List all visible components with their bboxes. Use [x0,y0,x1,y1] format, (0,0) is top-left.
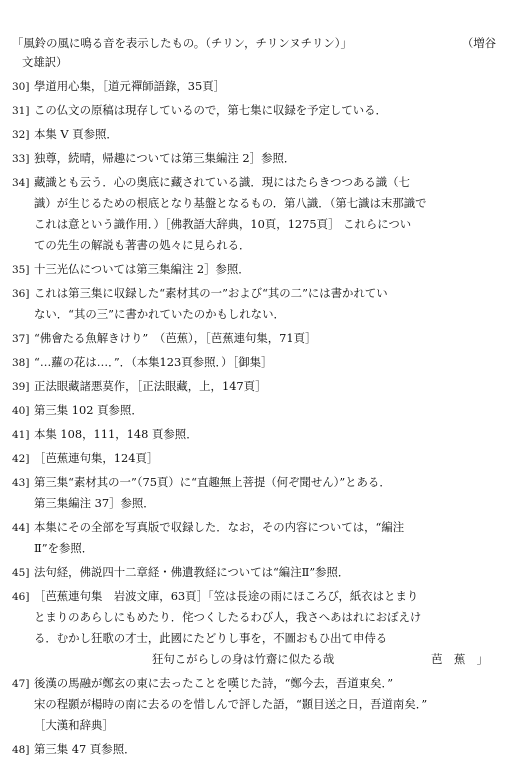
note-text: 十三光仏については第三集編注 2］参照． [34,262,250,276]
note-43 [12,473,504,492]
note-47-cont-2 [12,716,504,735]
note-text: 狂句こがらしの身は竹齋に似たる哉 [152,652,335,666]
note-35 [12,260,504,279]
note-text: る．むかし狂歌の才士，此國にたどりし事を，不圖おもひ出て申侍る [34,631,388,645]
note-text: 独尊，続晴，帰趣については第三集編注 2］参照． [34,151,296,165]
note-47 [12,674,504,693]
note-text: これは意という識作用．）［佛教語大辞典，10頁，1275頁］ これらについ [34,217,412,231]
note-38 [12,353,504,372]
note-number: 47] [12,678,30,690]
line-text: 「風鈴の風に鳴る音を表示したもの。（チリン，チリンヌチリン）」 [12,36,352,50]
note-32 [12,125,504,144]
note-number: 32] [12,129,30,141]
note-46-cont-2 [12,629,504,648]
note-number: 30] [12,81,30,93]
note-text: “…蘿の花は…．”．（本集123頁参照．）［御集］ [34,355,273,369]
note-text: 識）が生じるための根底となり基盤となるもの．第八識．（第七識は末那識で [34,196,427,210]
note-number: 37] [12,333,30,345]
note-text: 本集 108，111，148 頁参照． [34,427,198,441]
note-text: 第三集“素材其の一”（75頁）に“直趣無上菩提（何ぞ聞せん）”とある． [34,475,391,489]
note-34-cont-3 [12,236,504,255]
note-text: 後漢の馬融が鄭玄の東に去ったことを嘆じた詩，“鄭今去，吾道東矣．” [34,676,394,690]
note-43-cont [12,494,504,513]
note-46 [12,587,504,606]
note-text: 第三集 47 頁参照． [34,742,136,756]
note-number: 48] [12,744,30,756]
note-text: ての先生の解説も著書の処々に見られる． [34,238,251,252]
note-46-cont-1 [12,608,504,627]
note-39 [12,377,504,396]
haiku-author: 芭 蕉 」 [431,652,488,666]
note-number: 46] [12,591,30,603]
note-text: 藏識とも云う．心の奥底に藏されている識．現にはたらきつつある識（七 [34,175,410,189]
note-46-haiku [12,650,504,669]
note-text: 宋の程顥が楊時の南に去るのを惜しんで評した語，“顥目送之日，吾道南矣．” [34,697,428,711]
note-42 [12,449,504,468]
note-34-cont-2 [12,215,504,234]
note-48 [12,740,504,759]
scan-speck [229,690,231,692]
note-31 [12,101,504,120]
note-number: 39] [12,381,30,393]
note-number: 38] [12,357,30,369]
note-37 [12,329,504,348]
note-number: 45] [12,567,30,579]
note-34-cont-1 [12,194,504,213]
note-number: 42] [12,453,30,465]
note-36 [12,284,504,303]
note-36-cont [12,305,504,324]
note-number: 35] [12,264,30,276]
note-text: 本集 V 頁参照． [34,127,118,141]
note-text: 第三集 102 頁参照． [34,403,143,417]
line-text: 文雄訳） [22,55,68,69]
note-number: 43] [12,477,30,489]
note-40 [12,401,504,420]
note-text: Ⅱ”を参照． [34,541,94,555]
note-number: 36] [12,288,30,300]
note-44 [12,518,504,537]
note-text: ない．“其の三”に書かれていたのかもしれない． [34,307,285,321]
note-text: 法句経，佛説四十二章経・佛遺教経については“編注Ⅱ”参照． [34,565,350,579]
note-text: 第三集編注 37］参照． [34,496,155,510]
line-right-text: （増谷 [461,36,496,50]
note-34 [12,173,504,192]
note-text: 學道用心集，［道元禪師語錄，35頁］ [34,79,226,93]
note-text: 正法眼藏諸悪莫作，［正法眼藏，上，147頁］ [34,379,267,393]
line-1 [12,34,504,53]
note-number: 34] [12,177,30,189]
note-45 [12,563,504,582]
note-text: 本集にその全部を写真版で収録した．なお，その内容については，“編注 [34,520,405,534]
note-number: 31] [12,105,30,117]
note-number: 44] [12,522,30,534]
note-text: この仏文の原稿は現存しているので，第七集に収録を予定している． [34,103,387,117]
note-number: 33] [12,153,30,165]
note-text: ［芭蕉連句集，124頁］ [34,451,159,465]
note-text: “佛會たる魚解きけり” （芭蕉），［芭蕉連句集，71頁］ [34,331,317,345]
note-text: とまりのあらしにもめたり．侘つくしたるわび人，我さへあはれにおぼえけ [34,610,422,624]
note-text: ［大漢和辞典］ [34,718,114,732]
note-number: 40] [12,405,30,417]
note-30 [12,77,504,96]
note-number: 41] [12,429,30,441]
line-2 [12,53,504,72]
note-41 [12,425,504,444]
note-text: ［芭蕉連句集 岩波文庫，63頁］「笠は長途の雨にほころび，紙衣はとまり [34,589,419,603]
note-33 [12,149,504,168]
note-44-cont [12,539,504,558]
note-text: これは第三集に収録した“素材其の一”および“其の二”には書かれてい [34,286,388,300]
note-47-cont-1 [12,695,504,714]
